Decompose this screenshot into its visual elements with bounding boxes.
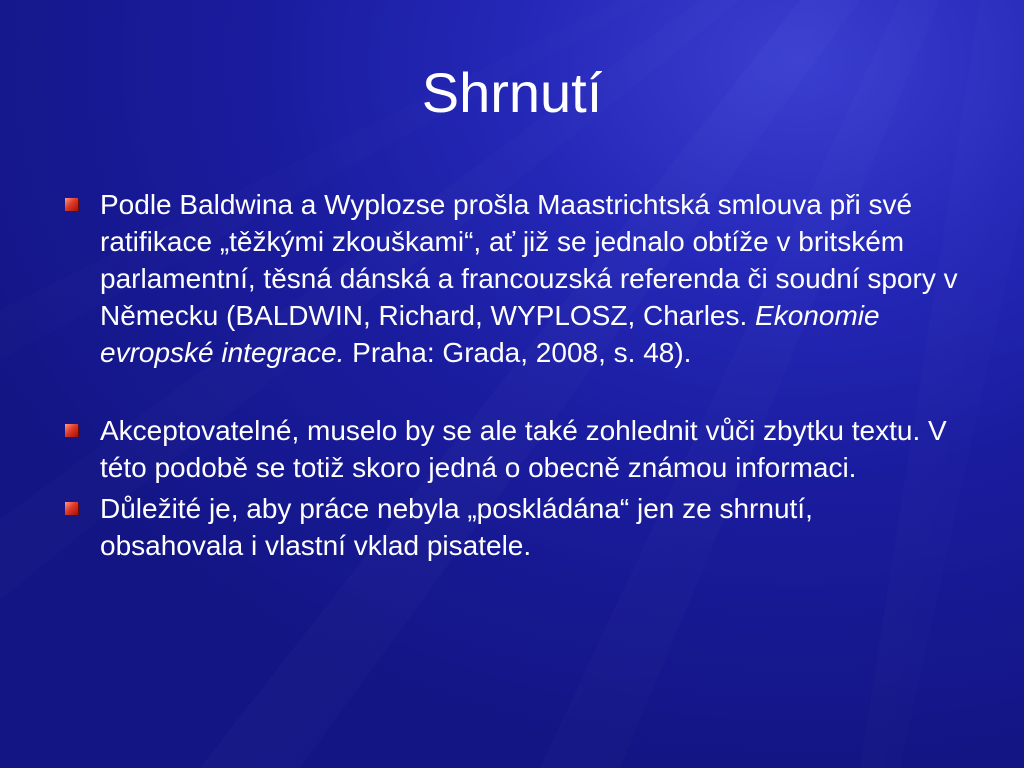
slide-title: Shrnutí <box>421 61 603 124</box>
bullet-item-3 <box>62 490 962 564</box>
red-square-bullet-icon <box>65 502 78 515</box>
bullet-text-1: Podle Baldwina a Wyplozse prošla Maastrichtská smlouva při své ratifikace „těžkými zkouškami“, ať již se jednalo obtíže v britském parlamentní, těsná dánská a francouzská referenda či soudní spory v Německu (BALDWIN, Richard, WYPLOSZ, Charles. Ekonomie evropské integrace. Praha: Grada, 2008, s. 48). <box>100 189 958 368</box>
bullet-text-3: Důležité je, aby práce nebyla „poskládána“ jen ze shrnutí, obsahovala i vlastní vklad pisatele. <box>100 493 813 561</box>
bullet-text-2: Akceptovatelné, muselo by se ale také zohlednit vůči zbytku textu. V této podobě se totiž skoro jedná o obecně známou informaci. <box>100 415 947 483</box>
bullet-item-1 <box>62 186 962 371</box>
red-square-bullet-icon <box>65 198 78 211</box>
bullet-item-2 <box>62 412 962 486</box>
red-square-bullet-icon <box>65 424 78 437</box>
bullet-list <box>62 186 962 564</box>
book-title: Ekonomie evropské integrace. <box>100 300 880 368</box>
